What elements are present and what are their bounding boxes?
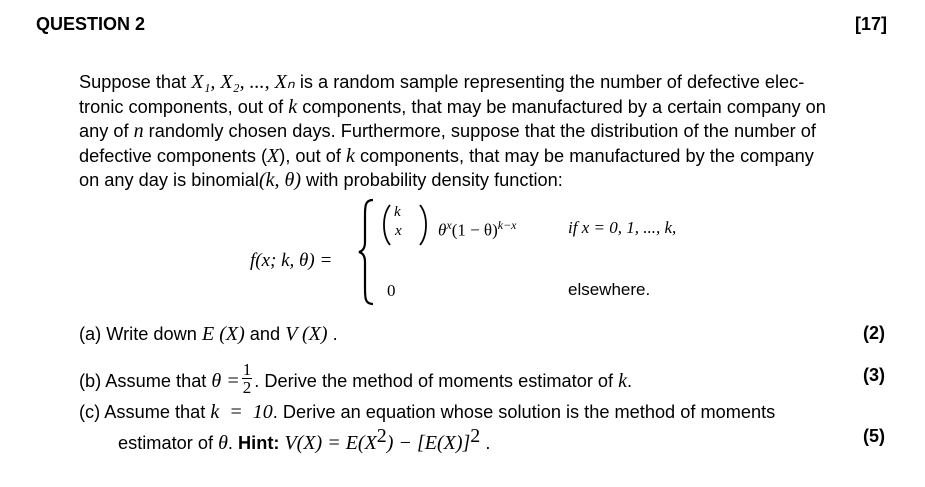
intro-text: Suppose that xyxy=(79,72,192,92)
math-n: n xyxy=(133,120,144,143)
part-b xyxy=(79,360,633,400)
case2-condition: elsewhere. xyxy=(568,280,651,299)
binomial-top: k xyxy=(394,204,401,220)
part-a xyxy=(79,323,338,346)
hint-formula-b: ) − [E(X)] xyxy=(386,432,471,455)
variance: V (X) xyxy=(285,323,328,345)
part-c-line-2 xyxy=(118,425,490,455)
theta-equals: θ = xyxy=(211,369,240,392)
pmf-expression xyxy=(438,218,517,241)
fraction-numerator: 1 xyxy=(242,360,252,379)
pmf-mid: (1 − θ) xyxy=(451,220,498,240)
intro-line-3 xyxy=(79,119,891,144)
part-b-marks: (3) xyxy=(863,365,885,385)
math-k: k xyxy=(288,95,298,118)
expectation: E (X) xyxy=(201,323,245,345)
binomial-bottom: x xyxy=(395,223,402,239)
intro-line-4 xyxy=(79,144,891,169)
hint-exponent-1: 2 xyxy=(376,425,387,447)
part-c-line2-text: estimator of xyxy=(118,433,219,454)
math-k: k xyxy=(346,144,355,167)
part-a-and: and xyxy=(244,324,286,344)
binomial-coefficient-parens xyxy=(380,203,430,247)
part-c-dot: . xyxy=(227,433,239,454)
math-theta: θ xyxy=(218,432,228,455)
intro-text: tronic components, out of xyxy=(79,96,289,117)
formula-lhs: f(x; k, θ) = xyxy=(250,250,333,271)
question-title: QUESTION 2 xyxy=(36,14,146,34)
intro-line-1 xyxy=(79,70,891,95)
part-a-label: (a) Write down xyxy=(79,324,202,344)
part-a-end: . xyxy=(327,324,338,344)
part-b-label: (b) Assume that xyxy=(79,370,212,391)
math-X: X xyxy=(267,144,280,167)
math-k: k xyxy=(618,369,628,392)
question-intro xyxy=(79,70,891,193)
part-b-rest: . Derive the method of moments estimator of xyxy=(254,370,619,391)
fraction-denominator: 2 xyxy=(242,378,252,397)
part-c-line-1 xyxy=(79,401,889,424)
intro-text: components, that may be manufactured by the company xyxy=(354,145,814,166)
hint-end: . xyxy=(480,433,491,454)
binomial-params: (k, θ) xyxy=(258,169,301,192)
intro-text: on any day is binomial xyxy=(79,170,259,191)
hint-label: Hint: xyxy=(238,433,280,454)
case1-condition: if x = 0, 1, ..., k, xyxy=(568,218,677,237)
intro-text: is a random sample representing the number of defective elec- xyxy=(294,72,805,92)
intro-line-2 xyxy=(79,95,891,120)
hint-formula-a: V(X) = E(X xyxy=(279,432,377,455)
intro-line-5 xyxy=(79,168,891,193)
intro-text: ), out of xyxy=(279,145,346,166)
pmf-formula xyxy=(250,198,750,308)
part-b-end: . xyxy=(627,370,633,391)
sample-variables: X₁, X₂, ..., Xₙ xyxy=(191,71,295,93)
part-c-label: (c) Assume that xyxy=(79,402,211,422)
left-brace xyxy=(357,198,379,306)
pmf-theta-exponent: x xyxy=(446,218,452,232)
intro-text: any of xyxy=(79,121,134,142)
intro-text: components, that may be manufactured by a certain company on xyxy=(297,96,826,117)
hint-exponent-2: 2 xyxy=(470,425,481,447)
part-a-marks: (2) xyxy=(863,323,885,343)
intro-text: defective components ( xyxy=(79,145,268,166)
pmf-theta: θ xyxy=(438,220,447,240)
question-marks: [17] xyxy=(854,14,887,34)
intro-text: randomly chosen days. Furthermore, suppose that the distribution of the number of xyxy=(143,121,816,142)
fraction-one-half xyxy=(242,361,253,397)
part-c-marks: (5) xyxy=(863,426,885,446)
intro-text: with probability density function: xyxy=(301,170,563,191)
k-equals: k = 10 xyxy=(210,401,273,423)
pmf-mid-exponent: k−x xyxy=(497,218,517,232)
part-c-rest: . Derive an equation whose solution is the method of moments xyxy=(272,402,776,422)
case2-value: 0 xyxy=(387,281,396,300)
